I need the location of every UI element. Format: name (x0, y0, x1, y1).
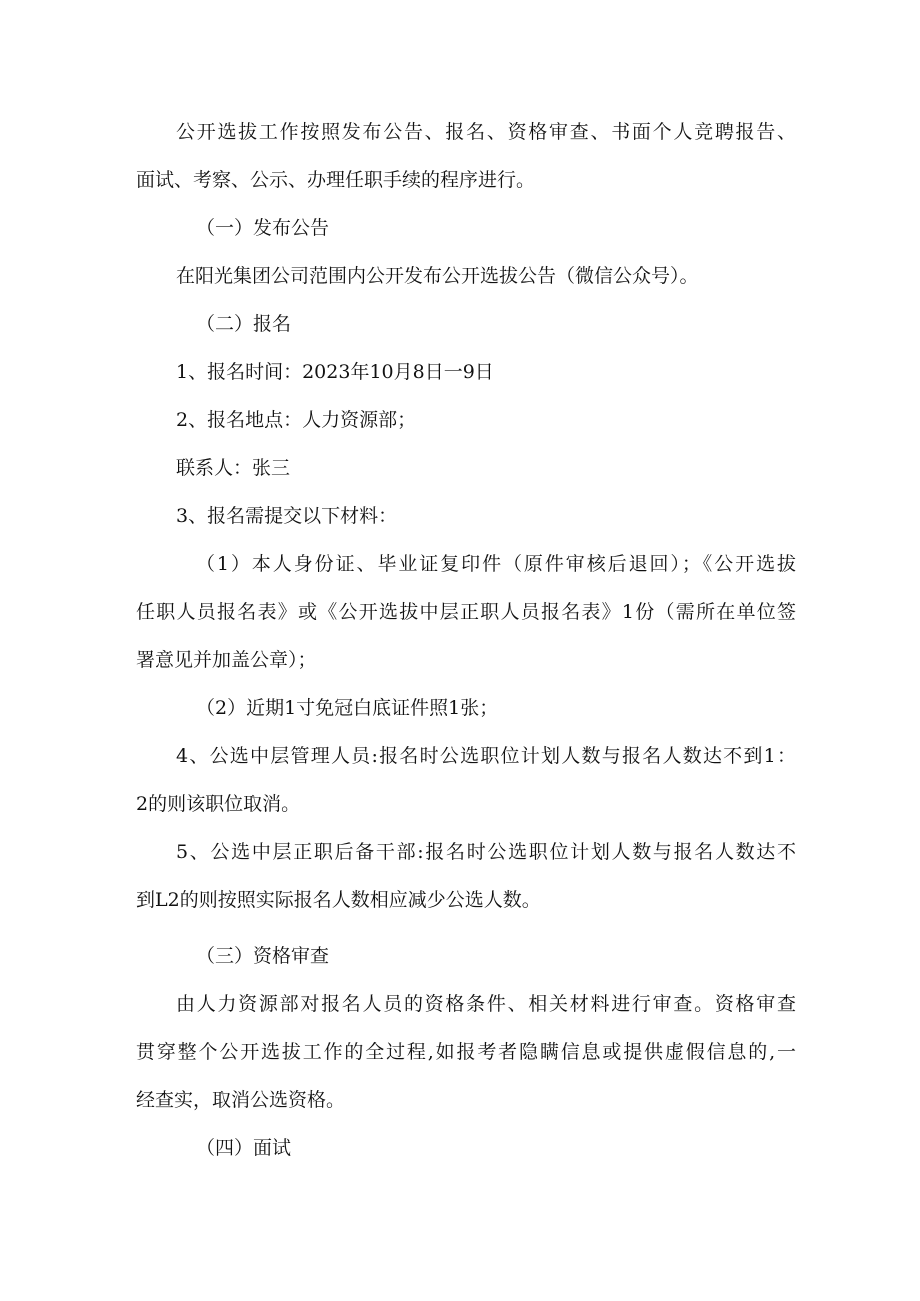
material-item-2: （2）近期1寸免冠白底证件照1张； (196, 697, 499, 719)
materials-heading: 3、报名需提交以下材料： (176, 505, 398, 527)
section-heading-announcement: （一）发布公告 (196, 217, 330, 239)
contact-person: 联系人：张三 (176, 457, 291, 479)
section-heading-interview: （四）面试 (196, 1137, 292, 1159)
material-item-1: （1）本人身份证、毕业证复印件（原件审核后退回）；《公开选拔 任职人员报名表》或《公开选拔中层正职人员报名表》1份（需所在单位签 署意见并加盖公章）； (136, 553, 796, 671)
item-5-paragraph: 5、公选中层正职后备干部:报名时公选职位计划人数与报名人数达不 到L2的则按照实际报名人数相应减少公选人数。 (136, 841, 796, 911)
registration-time: 1、报名时间：2023年10月8日一9日 (176, 361, 494, 383)
section-heading-registration: （二）报名 (196, 313, 292, 335)
qualification-text: 由人力资源部对报名人员的资格条件、相关材料进行审查。资格审查 贯穿整个公开选拔工作的全过程,如报考者隐瞒信息或提供虚假信息的,一 经查实，取消公选资格。 (136, 993, 796, 1111)
intro-paragraph: 公开选拔工作按照发布公告、报名、资格审查、书面个人竞聘报告、 面试、考察、公示、办理任职手续的程序进行。 (136, 121, 796, 191)
section-heading-qualification: （三）资格审查 (196, 945, 330, 967)
item-4-paragraph: 4、公选中层管理人员:报名时公选职位计划人数与报名人数达不到1： 2的则该职位取消。 (136, 745, 796, 815)
announcement-text: 在阳光集团公司范围内公开发布公开选拔公告（微信公众号）。 (176, 265, 699, 287)
registration-location: 2、报名地点：人力资源部； (176, 409, 417, 431)
